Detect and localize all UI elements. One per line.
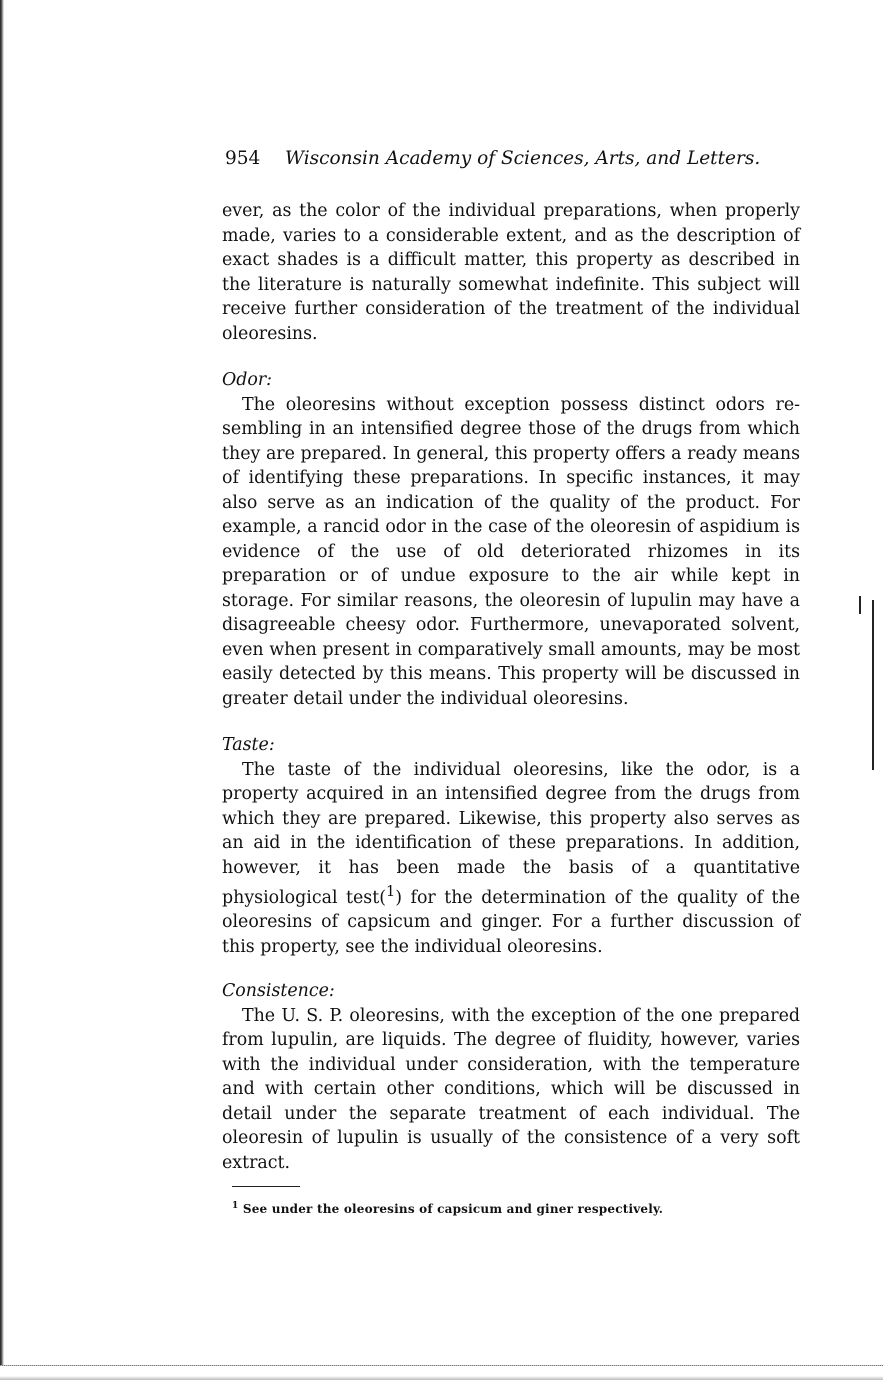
section-heading-odor: Odor: (222, 370, 273, 390)
footnote-text: See under the oleoresins of capsicum and giner respectively. (242, 1202, 664, 1216)
footnote (232, 1197, 792, 1218)
section-body-taste (222, 758, 800, 960)
page-number: 954 (225, 148, 261, 169)
body-text (222, 199, 800, 1175)
section-body-consistence: The U. S. P. oleoresins, with the exception of the one prepared from lupulin, are liquids. The degree of fluidity, however, varies with the individual under consideration, with the temperature and with certain other conditions, which will be discussed in detail under the separate treatment of each individual. The oleoresin of lupulin is usually of the consistence of a very soft extract. (222, 1005, 800, 1173)
section-body-odor: The oleoresins without exception possess distinct odors resembling in an intensified degree those of the drugs from which they are prepared. In general, this property offers a ready means of identifying these preparations. In specific instances, it may also serve as an indication of the quality of the product. For example, a rancid odor in the case of the oleoresin of aspidium is evidence of the use of old deteriorated rhizomes in its preparation or of undue exposure to the air while kept in storage. For similar reasons, the oleoresin of lupulin may have a disagreeable cheesy odor. Furthermore, unevaporated solvent, even when present in comparatively small amounts, may be most easily detected by this means. This property will be discussed in greater detail under the individual oleoresins. (222, 394, 800, 709)
section-heading-consistence: Consistence: (222, 981, 335, 1002)
footnote-rule (232, 1186, 300, 1187)
taste-text-part-2: for the determination of the quality of the oleoresins of capsicum and ginger. For a further discussion of this property, see the individual oleoresins. (222, 887, 800, 957)
ref-open: ( (379, 887, 386, 908)
margin-mark (872, 600, 874, 770)
running-header (225, 146, 785, 172)
ref-close: ) (395, 887, 403, 908)
page-right-edge (871, 0, 883, 1380)
journal-title: Wisconsin Academy of Sciences, Arts, and Letters. (285, 148, 761, 169)
page-left-edge (0, 0, 6, 1380)
intro-paragraph: ever, as the color of the individual preparations, when properly made, varies to a considerable extent, and as the description of exact shades is a difficult matter, this property as described in the literature is naturally somewhat indefinite. This subject will receive further consideration of the treatment of the individual oleoresins. (222, 201, 800, 344)
section-heading-taste: Taste: (222, 735, 275, 755)
margin-mark (859, 596, 861, 614)
taste-text-part-1: The taste of the individual oleoresins, like the odor, is a property acquired in an intensified degree from the drugs from which they are prepared. Likewise, this property also serves as an aid in the identification of these preparations. In addition, however, it has been made the basis of a quantitative physiological test (222, 759, 800, 908)
footnote-reference[interactable]: 1 (386, 884, 396, 900)
footnote-mark: 1 (232, 1201, 239, 1211)
page-bottom-edge (0, 1365, 883, 1380)
